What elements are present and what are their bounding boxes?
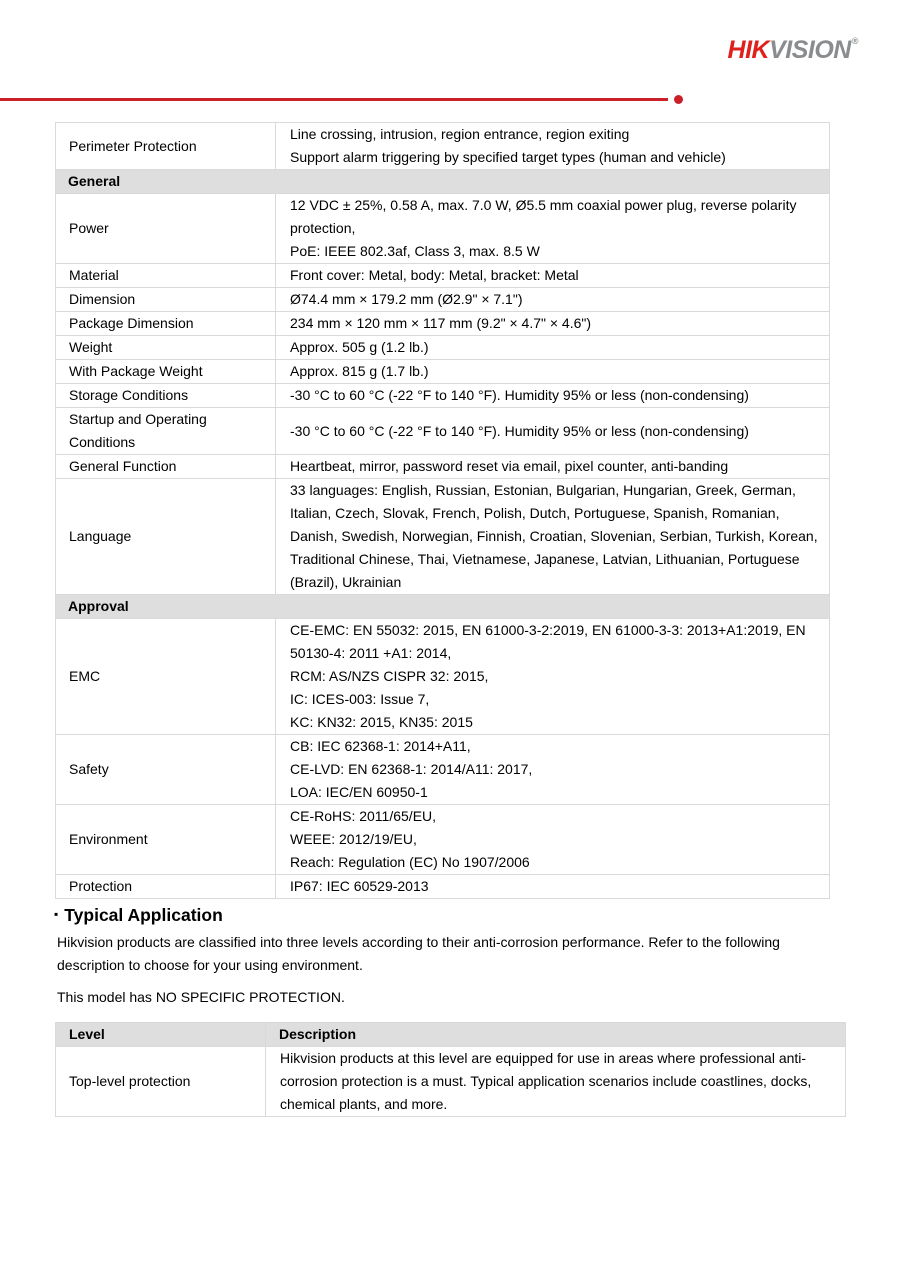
spec-label: Startup and Operating Conditions [56,408,276,455]
table-row [56,194,830,264]
spec-value: Approx. 505 g (1.2 lb.) [276,336,830,360]
spec-label: Storage Conditions [56,384,276,408]
spec-value: Heartbeat, mirror, password reset via email, pixel counter, anti-banding [276,455,830,479]
divider-end-dot [674,95,683,104]
spec-label: Environment [56,805,276,875]
registered-trademark-symbol: ® [851,36,858,46]
table-row [56,360,830,384]
description-cell: Hikvision products at this level are equipped for use in areas where professional anti-corrosion protection is a must. Typical application scenarios include coastlines, docks, chemical plants, and more. [266,1047,846,1117]
protection-level-table [55,1022,846,1117]
description-column-header: Description [266,1023,846,1047]
spec-value: 12 VDC ± 25%, 0.58 A, max. 7.0 W, Ø5.5 mm coaxial power plug, reverse polarity protection, PoE: IEEE 802.3af, Class 3, max. 8.5 W [276,194,830,264]
table-row [56,479,830,595]
spec-value: -30 °C to 60 °C (-22 °F to 140 °F). Humidity 95% or less (non-condensing) [276,384,830,408]
protection-note: This model has NO SPECIFIC PROTECTION. [57,989,345,1005]
header-divider-line [0,98,668,101]
spec-label: Material [56,264,276,288]
table-row [56,735,830,805]
spec-value: Ø74.4 mm × 179.2 mm (Ø2.9" × 7.1") [276,288,830,312]
spec-label: Perimeter Protection [56,123,276,170]
spec-label: Language [56,479,276,595]
section-header-approval: Approval [56,595,830,619]
table-row [56,408,830,455]
table-row [56,264,830,288]
spec-value: Front cover: Metal, body: Metal, bracket: Metal [276,264,830,288]
table-row [56,875,830,899]
table-row [56,1047,846,1117]
spec-value: -30 °C to 60 °C (-22 °F to 140 °F). Humidity 95% or less (non-condensing) [276,408,830,455]
level-column-header: Level [56,1023,266,1047]
level-table-header-row [56,1023,846,1047]
level-cell: Top-level protection [56,1047,266,1117]
spec-value: 234 mm × 120 mm × 117 mm (9.2" × 4.7" × 4.6") [276,312,830,336]
spec-label: Dimension [56,288,276,312]
specifications-table [55,122,830,899]
spec-label: Power [56,194,276,264]
hikvision-logo [728,36,858,65]
spec-value: Line crossing, intrusion, region entrance, region exiting Support alarm triggering by specified target types (human and vehicle) [276,123,830,170]
spec-label: EMC [56,619,276,735]
spec-value: CE-EMC: EN 55032: 2015, EN 61000-3-2:2019, EN 61000-3-3: 2013+A1:2019, EN 50130-4: 2011 +A1: 2014, RCM: AS/NZS CISPR 32: 2015, IC: ICES-003: Issue 7, KC: KN32: 2015, KN35: 2015 [276,619,830,735]
typical-application-intro: Hikvision products are classified into three levels according to their anti-corrosion performance. Refer to the following description to choose for your using environment. [57,934,780,973]
logo-hik-text: HIK [727,36,770,64]
spec-label: With Package Weight [56,360,276,384]
spec-label: Package Dimension [56,312,276,336]
spec-value: 33 languages: English, Russian, Estonian, Bulgarian, Hungarian, Greek, German, Italian, Czech, Slovak, French, Polish, Dutch, Portuguese, Spanish, Romanian, Danish, Swedish, Norwegian, Finnish, Croatian, Slovenian, Serbian, Turkish, Korean, Traditional Chinese, Thai, Vietnamese, Japanese, Latvian, Lithuanian, Portuguese (Brazil), Ukrainian [276,479,830,595]
table-row [56,384,830,408]
square-bullet-icon: ▪ [54,907,59,921]
table-row [56,312,830,336]
table-row [56,123,830,170]
table-row [56,455,830,479]
spec-value: CB: IEC 62368-1: 2014+A11, CE-LVD: EN 62368-1: 2014/A11: 2017, LOA: IEC/EN 60950-1 [276,735,830,805]
logo-vision-text: VISION [769,36,851,64]
heading-text: Typical Application [64,905,223,925]
spec-label: Safety [56,735,276,805]
table-row [56,288,830,312]
spec-label: General Function [56,455,276,479]
spec-label: Weight [56,336,276,360]
table-row [56,805,830,875]
typical-application-heading [54,905,223,926]
spec-value: CE-RoHS: 2011/65/EU, WEEE: 2012/19/EU, Reach: Regulation (EC) No 1907/2006 [276,805,830,875]
spec-label: Protection [56,875,276,899]
section-header-general: General [56,170,830,194]
table-row [56,619,830,735]
spec-value: Approx. 815 g (1.7 lb.) [276,360,830,384]
table-row [56,336,830,360]
spec-value: IP67: IEC 60529-2013 [276,875,830,899]
